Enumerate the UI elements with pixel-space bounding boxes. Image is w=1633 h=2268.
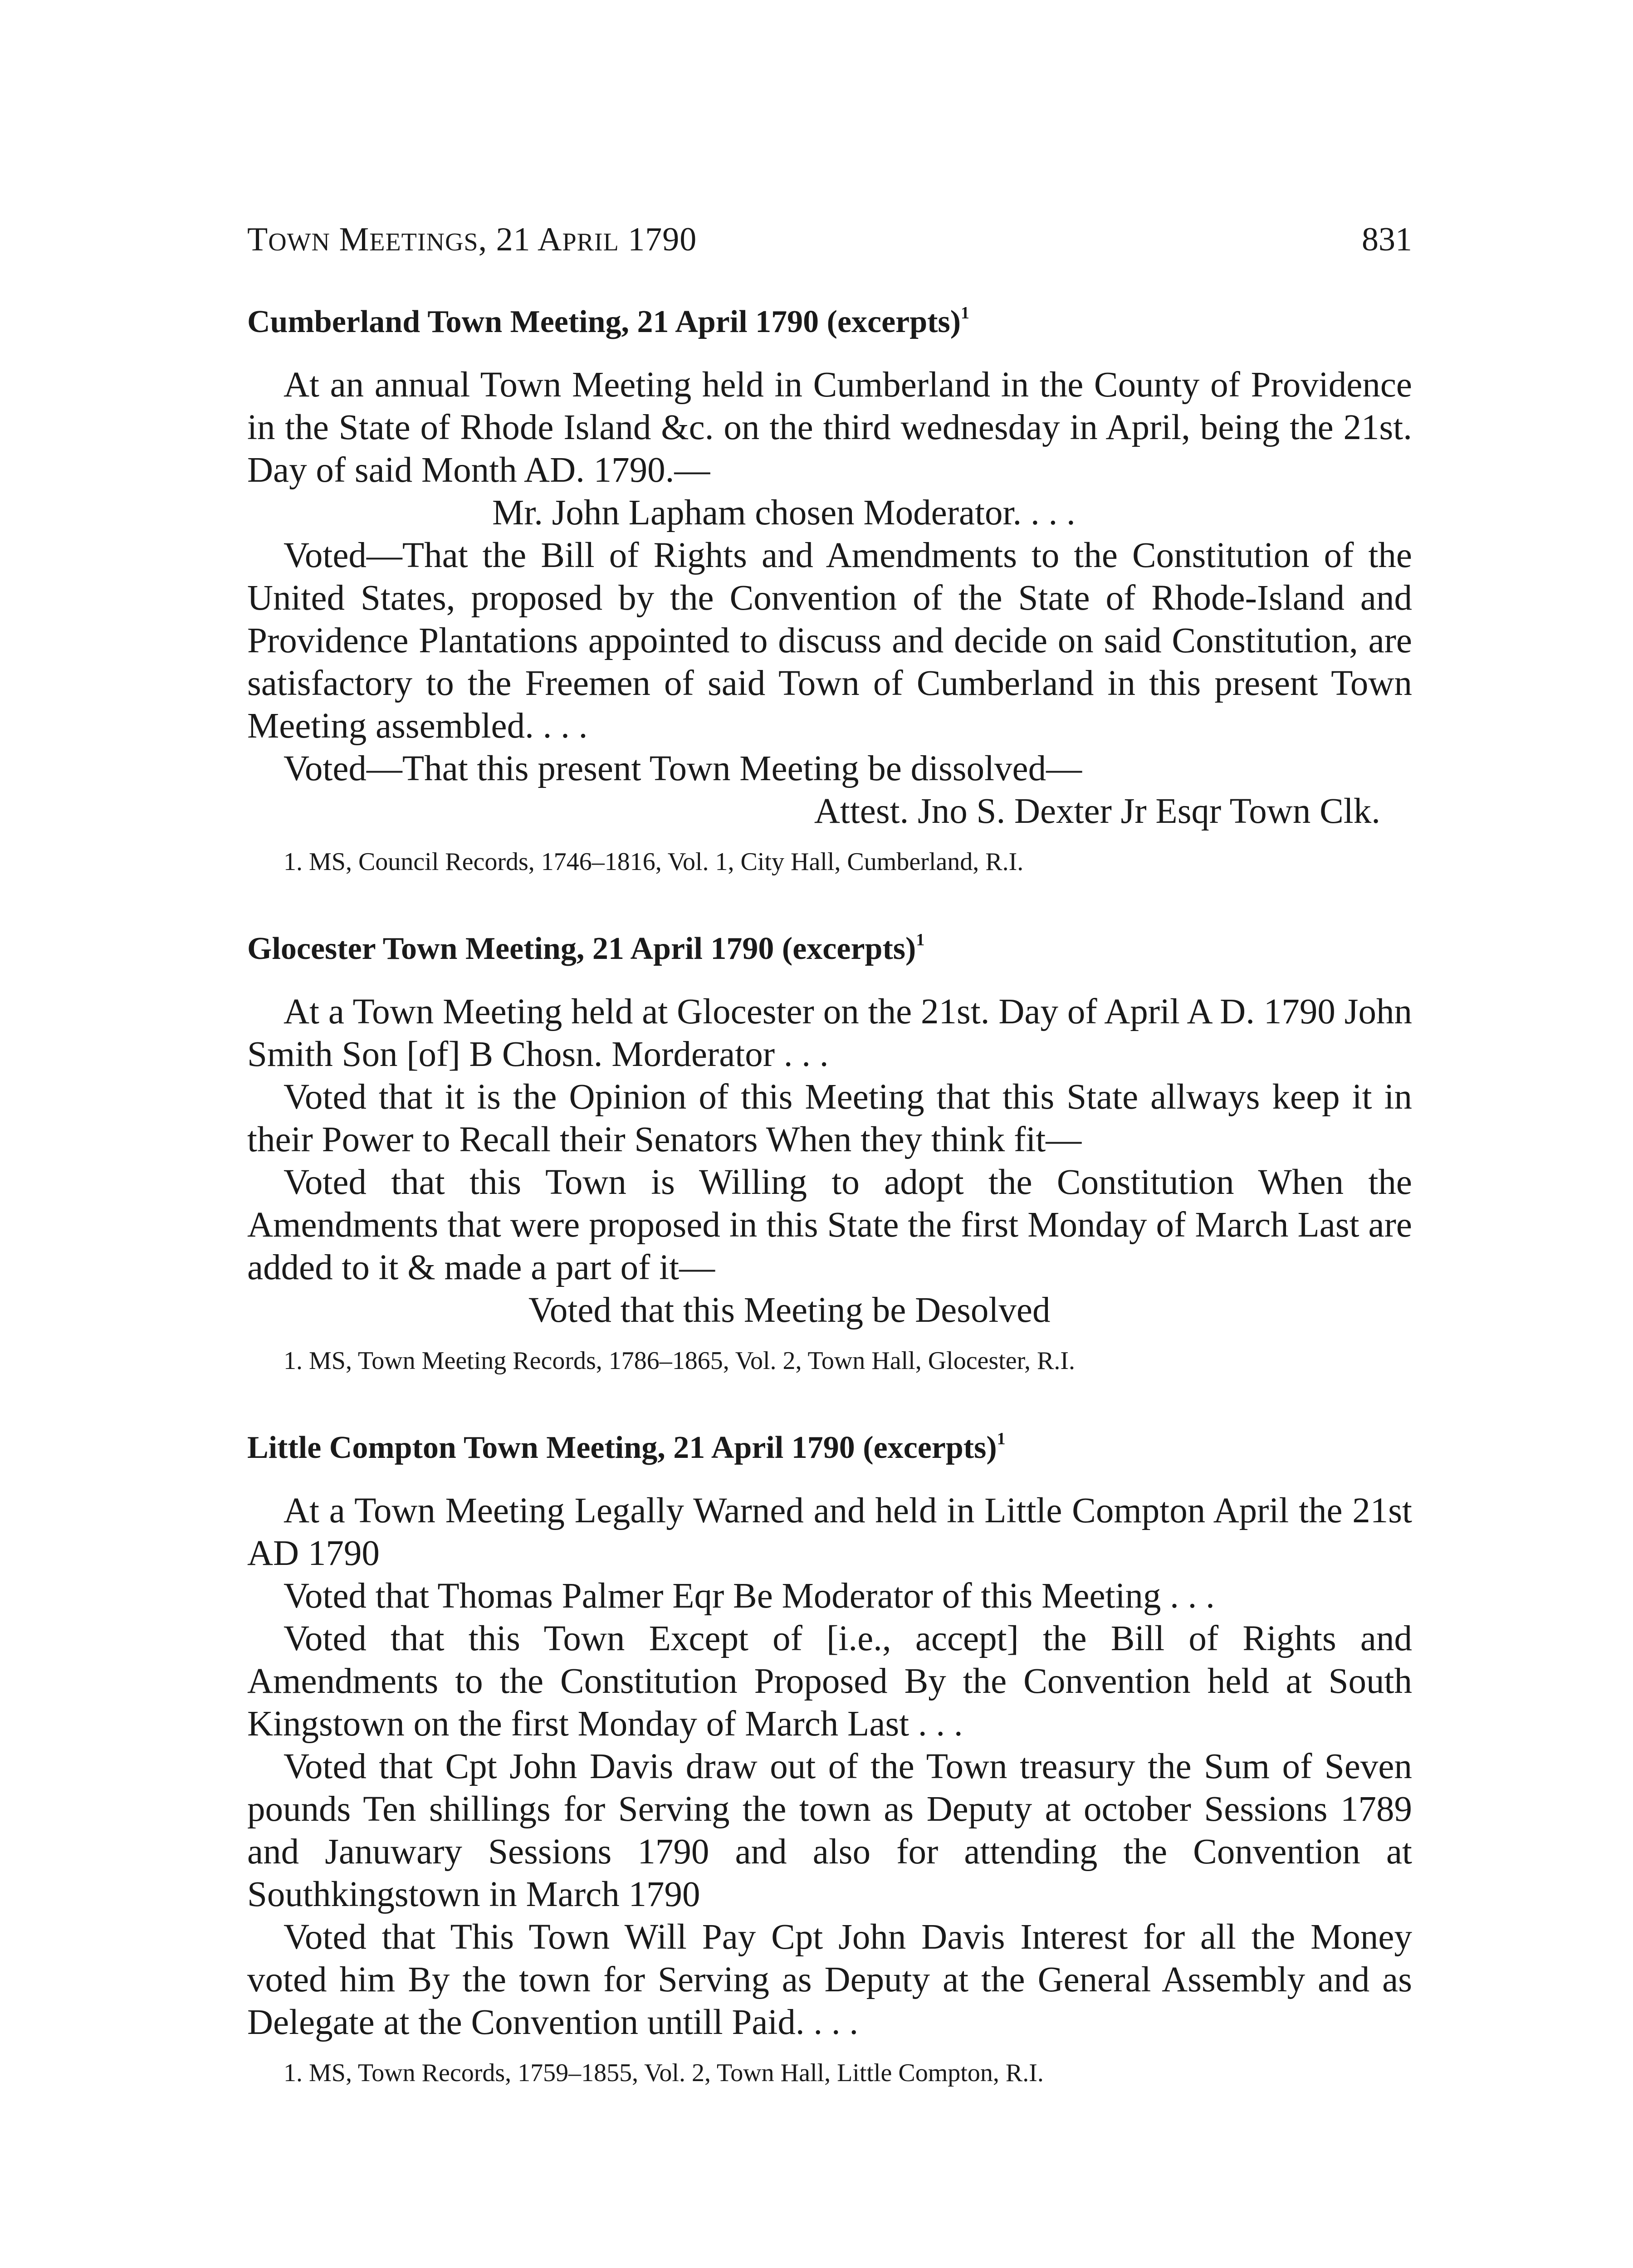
paragraph: Voted that Thomas Palmer Eqr Be Moderator of this Meeting . . . (284, 1576, 1215, 1616)
paragraph: At a Town Meeting Legally Warned and held in Little Compton April the 21st AD 1790 (247, 1491, 1412, 1573)
section-little-compton (247, 1425, 1412, 2091)
paragraph: Voted that This Town Will Pay Cpt John Davis Interest for all the Money voted him By the town for Serving as Deputy at the General Assembly and as Delegate at the Convention untill Paid. . . . (247, 1917, 1412, 2042)
title-date-part: , 21 (478, 221, 538, 258)
paragraph: At a Town Meeting held at Glocester on the 21st. Day of April A D. 1790 John Smith Son [of] B Chosn. Morderator . . . (247, 992, 1412, 1074)
section-title (247, 299, 1412, 345)
section-cumberland (247, 299, 1412, 880)
paragraph: Voted—That this present Town Meeting be dissolved— (284, 749, 1082, 788)
paragraph: At an annual Town Meeting held in Cumberland in the County of Providence in the State of Rhode Island &c. on the third wednesday in April, being the 21st. Day of said Month AD. 1790.— (247, 365, 1412, 490)
footnote: 1. MS, Town Records, 1759–1855, Vol. 2, Town Hall, Little Compton, R.I. (284, 2059, 1044, 2087)
title-initial: T (247, 221, 269, 258)
title-smallcaps: EETINGS (369, 228, 479, 256)
title-date-part: 1790 (619, 221, 697, 258)
title-smallcaps: OWN (268, 228, 330, 256)
section-title-text: Glocester Town Meeting, 21 April 1790 (excerpts) (247, 931, 916, 966)
paragraph: Voted that this Town is Willing to adopt the Constitution When the Amendments that were proposed in this State the first Monday of March Last are added to it & made a part of it— (247, 1163, 1412, 1287)
section-glocester (247, 926, 1412, 1379)
paragraph: Voted that this Town Except of [i.e., accept] the Bill of Rights and Amendments to the Constitution Proposed By the Convention held at South Kingstown on the first Monday of March Last . . . (247, 1619, 1412, 1744)
paragraph-moderator: Mr. John Lapham chosen Moderator. . . . (492, 493, 1076, 533)
footnote-marker: 1 (961, 303, 970, 323)
page-content (247, 299, 1412, 2091)
title-initial: A (537, 221, 562, 258)
footnote: 1. MS, Town Meeting Records, 1786–1865, Vol. 2, Town Hall, Glocester, R.I. (284, 1347, 1076, 1375)
running-head-title (247, 217, 697, 265)
page-number: 831 (1362, 221, 1412, 258)
paragraph: Voted that Cpt John Davis draw out of the Town treasury the Sum of Seven pounds Ten shillings for Serving the town as Deputy at october Sessions 1789 and Januwary Sessions 1790 and also for attending the Convention at Southkingstown in March 1790 (247, 1747, 1412, 1914)
title-initial: M (330, 221, 370, 258)
section-title (247, 1425, 1412, 1471)
section-title-text: Little Compton Town Meeting, 21 April 1790 (excerpts) (247, 1430, 997, 1465)
title-smallcaps: PRIL (562, 228, 619, 256)
footnote-marker: 1 (997, 1429, 1006, 1448)
footnote: 1. MS, Council Records, 1746–1816, Vol. 1, City Hall, Cumberland, R.I. (284, 848, 1024, 876)
footnote-marker: 1 (916, 930, 925, 949)
running-head (247, 217, 1412, 265)
paragraph-dissolution: Voted that this Meeting be Desolved (528, 1290, 1051, 1330)
section-title (247, 926, 1412, 972)
section-title-text: Cumberland Town Meeting, 21 April 1790 (excerpts) (247, 304, 961, 339)
paragraph: Voted that it is the Opinion of this Meeting that this State allways keep it in their Power to Recall their Senators When they think fit— (247, 1077, 1412, 1159)
paragraph: Voted—That the Bill of Rights and Amendments to the Constitution of the United States, proposed by the Convention of the State of Rhode-Island and Providence Plantations appointed to discuss and decide on said Constitution, are satisfactory to the Freemen of said Town of Cumberland in this present Town Meeting assembled. . . . (247, 536, 1412, 746)
paragraph-attestation: Attest. Jno S. Dexter Jr Esqr Town Clk. (814, 792, 1380, 831)
